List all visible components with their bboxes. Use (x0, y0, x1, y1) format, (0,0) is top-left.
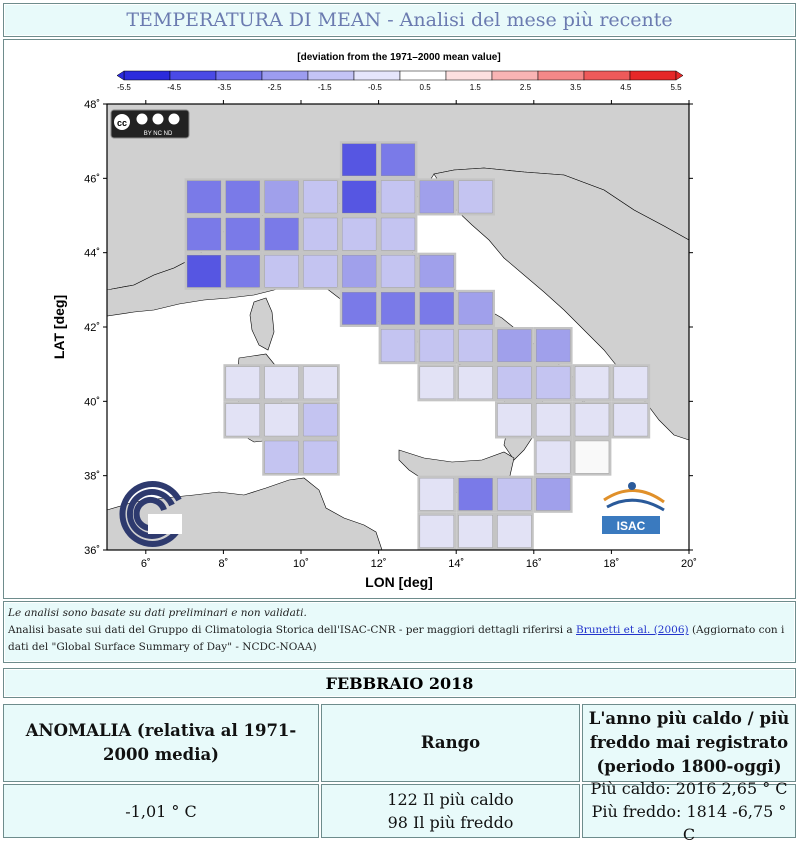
anomaly-cell (265, 181, 299, 213)
colorbar-tick-label: 3.5 (570, 83, 582, 92)
colorbar-tick-label: 4.5 (620, 83, 632, 92)
anomaly-cell (420, 330, 454, 362)
anomaly-cell (187, 255, 221, 287)
anomaly-cell (498, 367, 532, 399)
anomaly-cell (536, 330, 570, 362)
colorbar-tick-label: 0.5 (419, 83, 431, 92)
source-text-block (8, 622, 791, 656)
rank-cold: 98 Il più freddo (387, 813, 514, 832)
lon-tick-label: 6˚ (140, 558, 151, 570)
anomaly-cell (459, 181, 493, 213)
anomaly-cell (420, 292, 454, 324)
colorbar-swatch (446, 71, 492, 80)
update-text: (Aggiornato con i dati del "Global Surface Summary of Day" - NCDC-NOAA) (8, 624, 785, 653)
anomaly-cell (459, 330, 493, 362)
lon-tick-label: 12˚ (370, 558, 387, 570)
colorbar-tick-label: -5.5 (117, 83, 131, 92)
colorbar (117, 71, 683, 92)
anomaly-cell (265, 441, 299, 473)
svg-text:ISAC: ISAC (616, 519, 646, 533)
source-text: Analisi basate sui dati del Gruppo di Climatologia Storica dell'ISAC-CNR - per maggiori dettagli riferirsi a (8, 624, 577, 636)
colorbar-tick-label: -2.5 (267, 83, 282, 92)
colorbar-swatch (170, 71, 216, 80)
anomaly-cell (304, 255, 338, 287)
anomaly-cell (420, 478, 454, 510)
x-axis-label: LON [deg] (365, 574, 433, 590)
anomaly-cell (459, 478, 493, 510)
lat-tick-label: 38˚ (84, 470, 100, 483)
anomaly-cell (459, 292, 493, 324)
colorbar-tick-label: 2.5 (519, 83, 532, 92)
notes-panel (3, 601, 796, 663)
anomaly-cell (498, 404, 532, 436)
cnr-logo (122, 484, 182, 544)
record-header: L'anno più caldo / più freddo mai registrato (periodo 1800-oggi) (582, 704, 796, 782)
anomaly-cell (614, 404, 648, 436)
anomaly-cell (459, 367, 493, 399)
anomaly-cell (342, 255, 376, 287)
lat-tick-label: 44˚ (84, 247, 100, 260)
rank-cell (321, 784, 580, 838)
anomaly-cell (536, 478, 570, 510)
lon-tick-label: 10˚ (293, 558, 309, 570)
anomaly-cell (420, 181, 454, 213)
anomaly-cell (498, 515, 532, 547)
colorbar-swatch (308, 71, 354, 80)
lat-tick-label: 48˚ (84, 99, 100, 111)
anomaly-cell (498, 478, 532, 510)
colorbar-tick-label: 5.5 (670, 83, 682, 92)
colorbar-swatch (400, 71, 446, 80)
anomaly-cell (575, 404, 609, 436)
anomaly-cell (536, 404, 570, 436)
lat-tick-label: 36˚ (84, 545, 100, 557)
lon-tick-label: 18˚ (603, 558, 620, 570)
anomaly-cell (459, 515, 493, 547)
y-axis-label: LAT [deg] (51, 294, 67, 360)
anomaly-cell (381, 255, 415, 287)
anomaly-cell (498, 330, 532, 362)
anomaly-cell (226, 181, 260, 213)
colorbar-swatch (492, 71, 538, 80)
brunetti-link[interactable]: Brunetti et al. (2006) (576, 624, 689, 636)
disclaimer-text: Le analisi sono basate su dati preliminari e non validati. (8, 607, 307, 619)
anomaly-cell (575, 441, 609, 473)
anomaly-cell (342, 144, 376, 176)
colorbar-swatch (262, 71, 308, 80)
anomaly-cell (420, 515, 454, 547)
colorbar-tick-label: -4.5 (167, 83, 182, 92)
month-header: FEBBRAIO 2018 (3, 668, 796, 698)
anomaly-cell (226, 367, 260, 399)
anomaly-cell (187, 181, 221, 213)
lon-tick-label: 8˚ (218, 558, 229, 570)
anomaly-cell (304, 218, 338, 250)
anomaly-cell (304, 404, 338, 436)
anomaly-cell (226, 404, 260, 436)
anomaly-cell (381, 292, 415, 324)
anomaly-cell (304, 441, 338, 473)
anomaly-cell (536, 441, 570, 473)
colorbar-swatch (124, 71, 170, 80)
svg-text:BY NC ND: BY NC ND (143, 131, 173, 137)
record-cell (582, 778, 796, 844)
anomaly-cell (381, 218, 415, 250)
colorbar-tick-label: -0.5 (368, 83, 382, 92)
anomaly-cell (575, 367, 609, 399)
anomaly-cell (304, 367, 338, 399)
anomaly-map (4, 40, 797, 600)
colorbar-min-arrow (117, 71, 124, 80)
lat-tick-label: 40˚ (84, 396, 100, 409)
anomaly-cell (420, 367, 454, 399)
anomaly-cell (187, 218, 221, 250)
anomaly-cell (342, 292, 376, 324)
colorbar-swatch (630, 71, 676, 80)
anomaly-cell (342, 218, 376, 250)
anomaly-cell (381, 181, 415, 213)
anomaly-cell (536, 367, 570, 399)
anomaly-cell (265, 255, 299, 287)
anomaly-cell (265, 218, 299, 250)
anomaly-value: -1,01 ° C (3, 784, 319, 838)
rank-header: Rango (321, 704, 580, 782)
anomaly-cell (265, 367, 299, 399)
colorbar-swatch (216, 71, 262, 80)
rank-warm: 122 Il più caldo (387, 790, 514, 809)
cc-license-logo (111, 110, 189, 138)
lon-tick-label: 14˚ (448, 558, 465, 570)
svg-text:cc: cc (116, 118, 128, 128)
anomaly-map-panel (3, 39, 796, 599)
anomaly-cell (226, 218, 260, 250)
page-title: TEMPERATURA DI MEAN - Analisi del mese più recente (3, 3, 796, 37)
colorbar-tick-label: -1.5 (317, 83, 332, 92)
anomaly-cell (304, 181, 338, 213)
anomaly-cell (226, 255, 260, 287)
record-cold: Più freddo: 1814 -6,75 ° C (591, 801, 787, 844)
lon-tick-label: 20˚ (681, 558, 697, 570)
colorbar-max-arrow (676, 71, 683, 80)
colorbar-tick-label: 1.5 (469, 83, 481, 92)
anomaly-header: ANOMALIA (relativa al 1971-2000 media) (3, 704, 319, 782)
colorbar-swatch (584, 71, 630, 80)
lat-tick-label: 42˚ (84, 322, 100, 334)
anomaly-cell (265, 404, 299, 436)
colorbar-title: [deviation from the 1971–2000 mean value] (297, 52, 501, 63)
anomaly-cell (420, 255, 454, 287)
colorbar-swatch (354, 71, 400, 80)
colorbar-tick-label: -3.5 (217, 83, 232, 92)
record-warm: Più caldo: 2016 2,65 ° C (590, 778, 788, 798)
anomaly-cell (614, 367, 648, 399)
anomaly-cell (381, 144, 415, 176)
lon-tick-label: 16˚ (525, 558, 542, 570)
lat-tick-label: 46˚ (84, 173, 100, 186)
anomaly-cell (342, 181, 376, 213)
colorbar-swatch (538, 71, 584, 80)
anomaly-cell (381, 330, 415, 362)
